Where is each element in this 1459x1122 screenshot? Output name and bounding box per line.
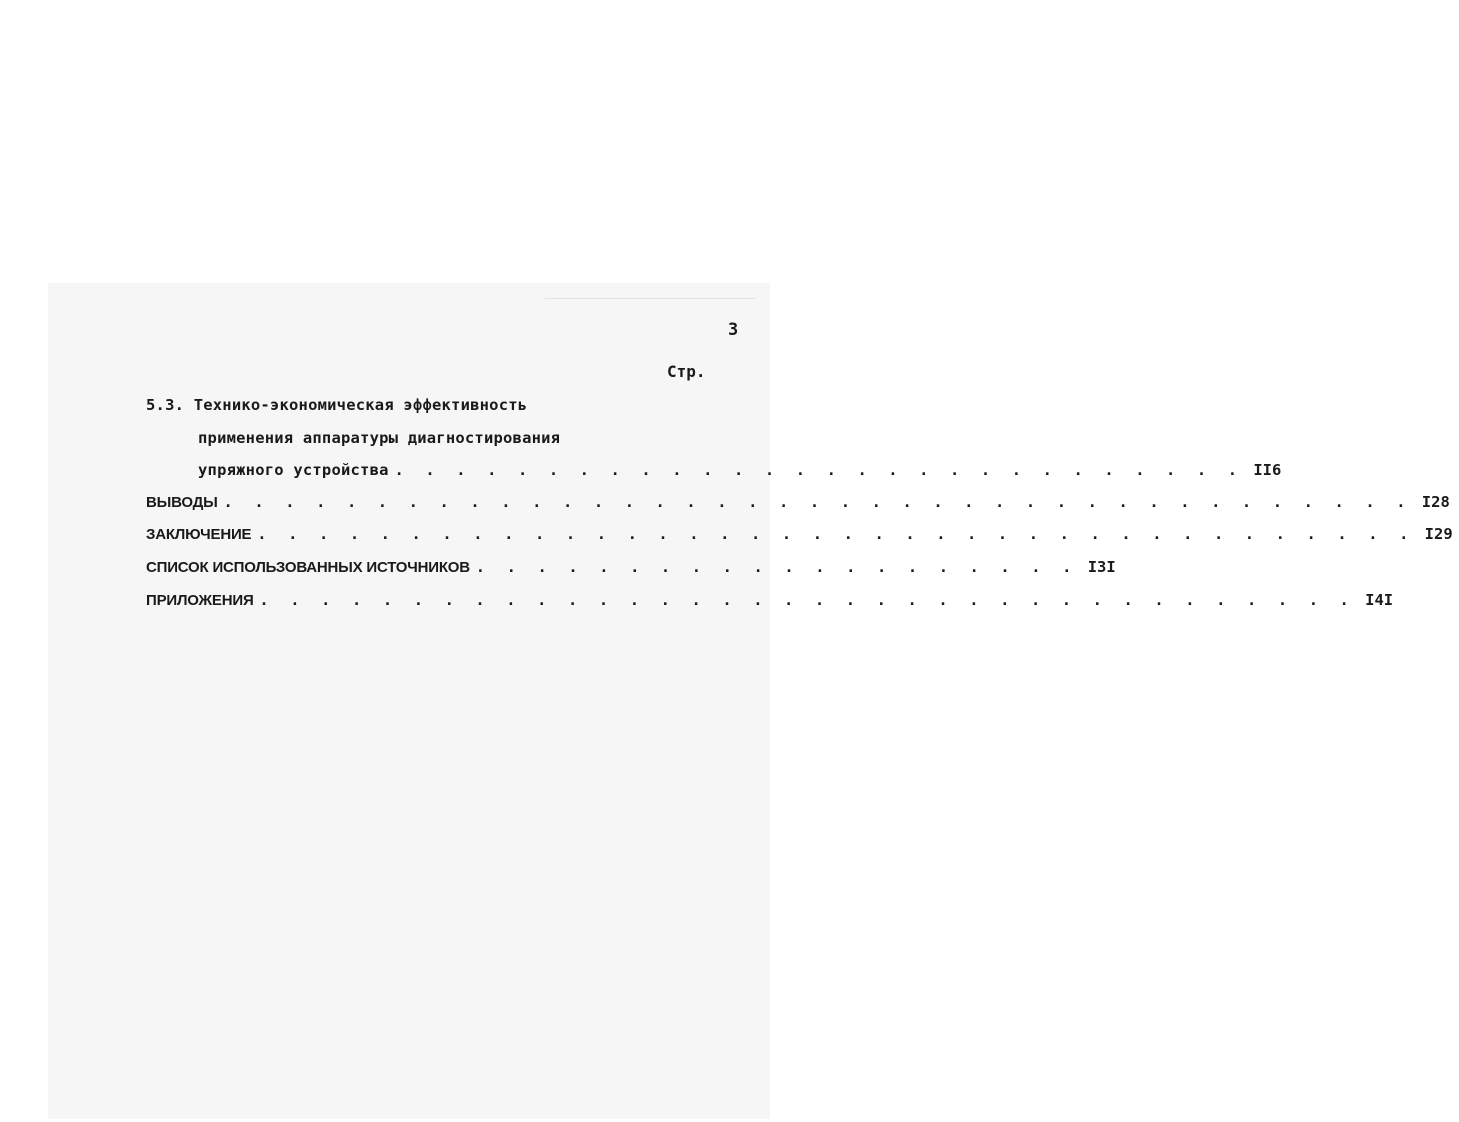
toc-entry-title: ЗАКЛЮЧЕНИЕ: [146, 526, 252, 543]
dot-leader: . . . . . . . . . . . . . . . . . . . . . . . . . . . . . . . . . . . . . .: [257, 525, 1415, 543]
toc-page-number: I29: [1424, 525, 1453, 543]
toc-entry-title: ВЫВОДЫ: [146, 494, 218, 511]
toc-page-number: I3I: [1087, 558, 1116, 576]
dot-leader: . . . . . . . . . . . . . . . . . . . . . . . . . . . .: [394, 461, 1244, 479]
toc-entry-5-3: [198, 461, 1282, 479]
scan-artifact-line: [545, 298, 755, 299]
toc-entry-title: СПИСОК ИСПОЛЬЗОВАННЫХ ИСТОЧНИКОВ: [146, 559, 470, 576]
dot-leader: . . . . . . . . . . . . . . . . . . . .: [475, 558, 1078, 576]
dot-leader: . . . . . . . . . . . . . . . . . . . . . . . . . . . . . . . . . . . .: [259, 591, 1356, 609]
toc-page-number: I4I: [1365, 591, 1394, 609]
section-number: 5.3.: [146, 396, 185, 414]
toc-entry-title: ПРИЛОЖЕНИЯ: [146, 592, 254, 609]
toc-entry-references: [146, 558, 1116, 576]
toc-entry-conclusion: [146, 525, 1453, 543]
dot-leader: . . . . . . . . . . . . . . . . . . . . . . . . . . . . . . . . . . . . . . .: [223, 493, 1412, 511]
toc-entry-appendices: [146, 591, 1394, 609]
page-number: 3: [728, 320, 739, 340]
toc-page-number: II6: [1253, 461, 1282, 479]
toc-page-number: I28: [1421, 493, 1450, 511]
toc-section-5-3-heading: [146, 396, 527, 414]
toc-entry-conclusions: [146, 493, 1450, 511]
section-title-line-1: Технико-экономическая эффективность: [193, 396, 528, 414]
section-title-line-2: применения аппаратуры диагностирования: [198, 429, 561, 447]
section-title-line-3: упряжного устройства: [198, 461, 389, 479]
page-column-header: Стр.: [667, 362, 706, 381]
